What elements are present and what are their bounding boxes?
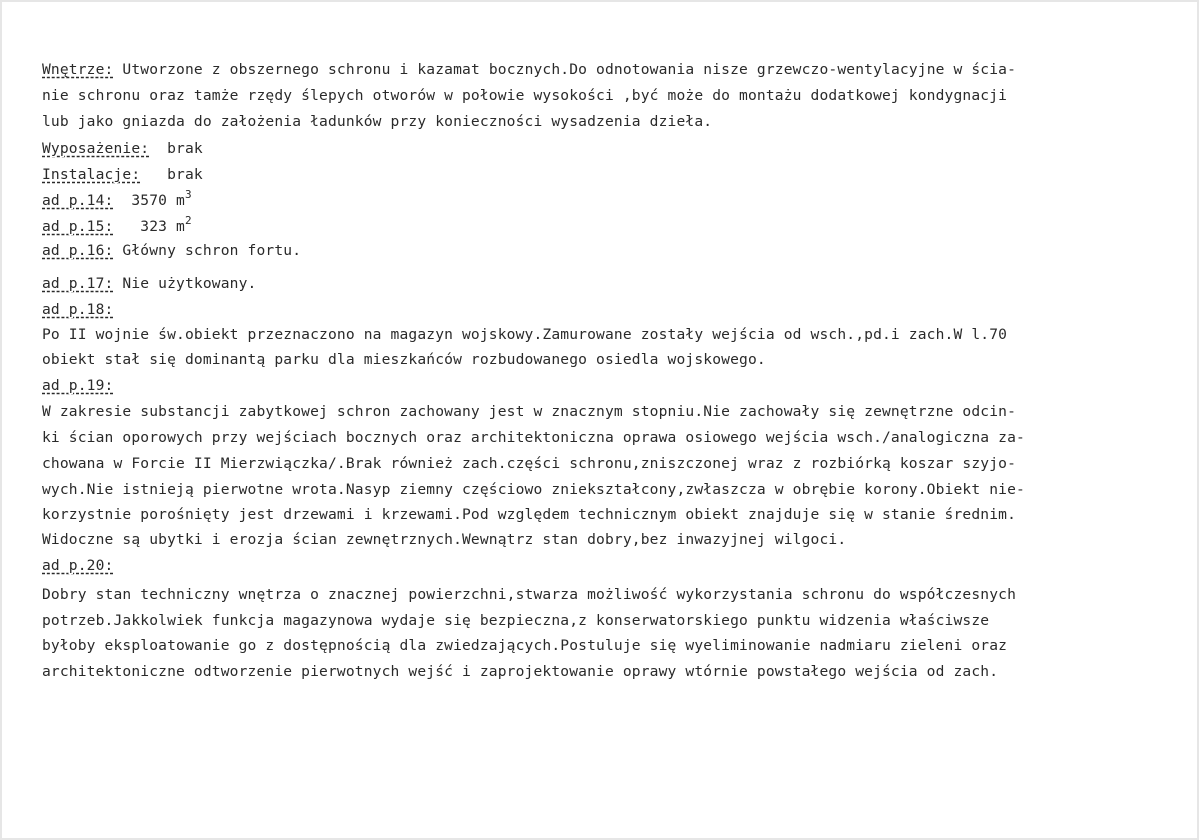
wyposazenie-label: Wyposażenie: — [42, 140, 150, 157]
p18-label: ad p.18: — [42, 301, 114, 318]
wyposazenie-value: brak — [149, 140, 203, 157]
p14-exponent: 3 — [185, 188, 192, 201]
p19-label: ad p.19: — [42, 377, 114, 394]
p15-exponent: 2 — [185, 214, 192, 227]
p19-line-1: W zakresie substancji zabytkowej schron zachowany jest w znacznym stopniu.Nie zachowały się zewnętrzne odcin- — [42, 403, 1017, 420]
p19-line-4: wych.Nie istnieją pierwotne wrota.Nasyp ziemny częściowo zniekształcony,zwłaszcza w obrębie korony.Obiekt nie- — [42, 481, 1025, 498]
p19-line-5: korzystnie porośnięty jest drzewami i krzewami.Pod względem technicznym obiekt znajduje się w stanie średnim. — [42, 506, 1017, 523]
wnetrze-line-2: nie schronu oraz tamże rzędy ślepych otworów w połowie wysokości ,być może do montażu dodatkowej kondygnacji — [42, 87, 1008, 104]
wnetrze-label: Wnętrze: — [42, 61, 114, 78]
p15-value: 323 m — [113, 218, 185, 235]
p20-line-2: potrzeb.Jakkolwiek funkcja magazynowa wydaje się bezpieczna,z konserwatorskiego punktu widzenia właściwsze — [42, 612, 990, 629]
p16-label: ad p.16: — [42, 242, 114, 259]
p15-label: ad p.15: — [42, 218, 114, 235]
wnetrze-text-1: Utworzone z obszernego schronu i kazamat bocznych.Do odnotowania nisze grzewczo-wentylacyjne w ścia- — [113, 61, 1017, 78]
p20-heading — [42, 557, 114, 574]
p14-label: ad p.14: — [42, 192, 114, 209]
instalacje-label: Instalacje: — [42, 166, 141, 183]
wyposazenie-line — [42, 140, 203, 157]
instalacje-value: brak — [140, 166, 203, 183]
wnetrze-line-3: lub jako gniazda do założenia ładunków przy konieczności wysadzenia dzieła. — [42, 113, 713, 130]
p17-label: ad p.17: — [42, 275, 114, 292]
p17-value: Nie użytkowany. — [113, 275, 257, 292]
p20-line-3: byłoby eksploatowanie go z dostępnością dla zwiedzających.Postuluje się wyeliminowanie nadmiaru zieleni oraz — [42, 637, 1008, 654]
p20-line-1: Dobry stan techniczny wnętrza o znacznej powierzchni,stwarza możliwość wykorzystania schronu do współczesnych — [42, 586, 1017, 603]
p19-line-3: chowana w Forcie II Mierzwiączka/.Brak również zach.części schronu,zniszczonej wraz z rozbiórką koszar szyjo- — [42, 455, 1017, 472]
p16-value: Główny schron fortu. — [113, 242, 302, 259]
p19-line-2: ki ścian oporowych przy wejściach bocznych oraz architektoniczna oprawa osiowego wejścia wsch./analogiczna za- — [42, 429, 1025, 446]
p17-line — [42, 275, 256, 292]
p18-line-1: Po II wojnie św.obiekt przeznaczono na magazyn wojskowy.Zamurowane zostały wejścia od wsch.,pd.i zach.W l.70 — [42, 326, 1008, 343]
document-body — [42, 2, 1025, 680]
p14-line — [42, 188, 192, 209]
p14-value: 3570 m — [113, 192, 185, 209]
p20-line-4: architektoniczne odtworzenie pierwotnych wejść i zaprojektowanie oprawy wtórnie powstałego wejścia od zach. — [42, 663, 999, 680]
p20-label: ad p.20: — [42, 557, 114, 574]
p19-line-6: Widoczne są ubytki i erozja ścian zewnętrznych.Wewnątrz stan dobry,bez inwazyjnej wilgoci. — [42, 531, 847, 548]
p15-line — [42, 214, 192, 235]
instalacje-line — [42, 166, 203, 183]
p16-line — [42, 242, 301, 259]
p19-heading — [42, 377, 114, 394]
p18-line-2: obiekt stał się dominantą parku dla mieszkańców rozbudowanego osiedla wojskowego. — [42, 351, 766, 368]
wnetrze-line-1 — [42, 61, 1016, 78]
p18-heading — [42, 301, 114, 318]
